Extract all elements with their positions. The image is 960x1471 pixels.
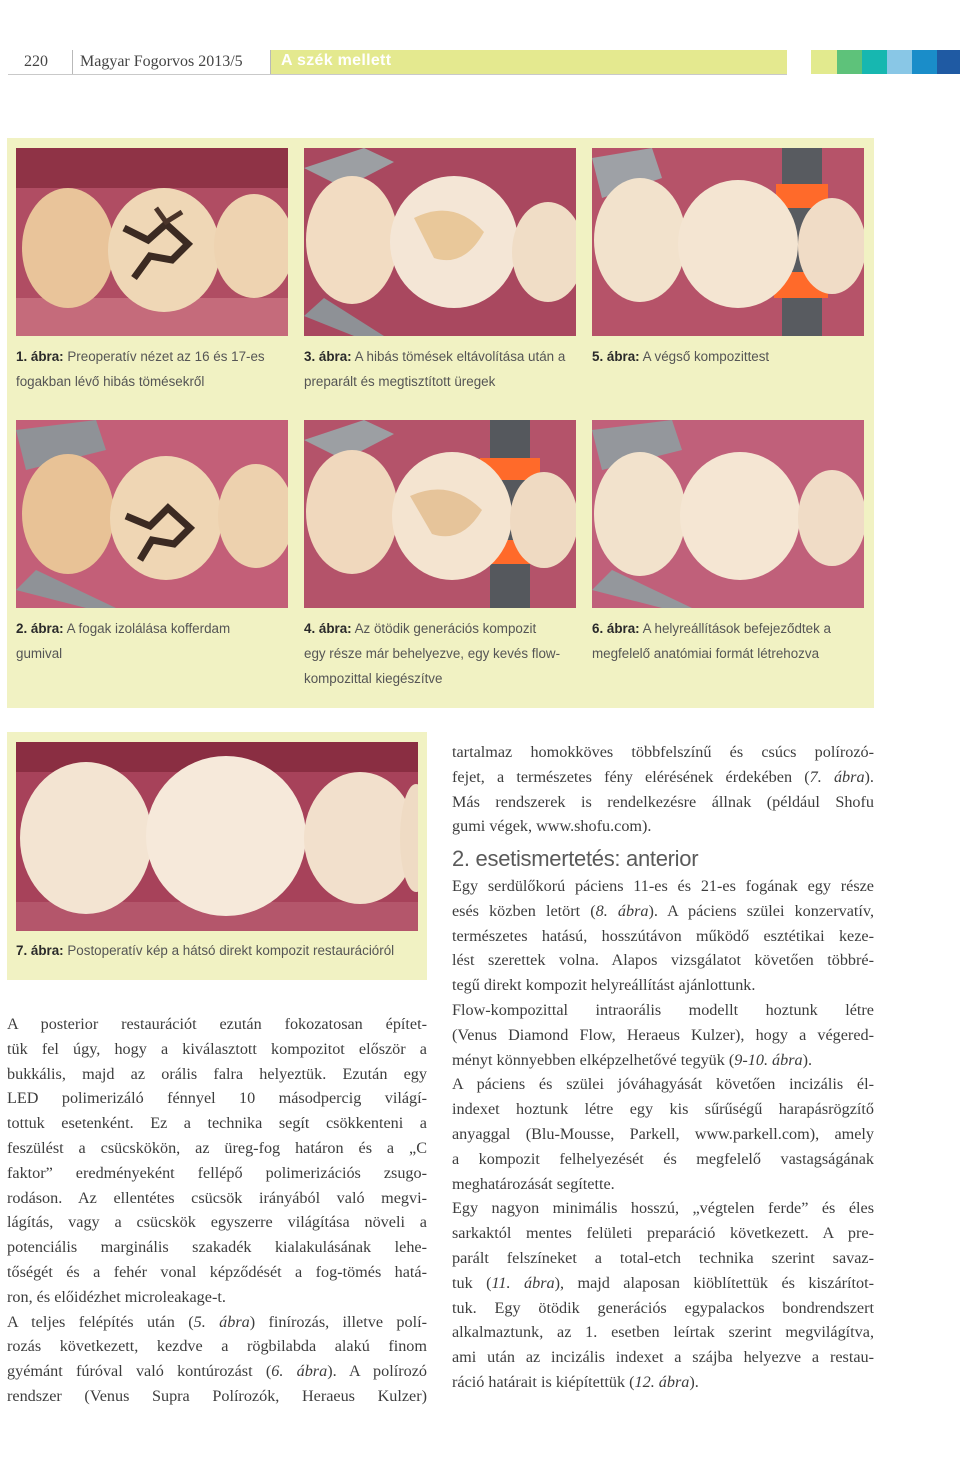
paragraph [7,1012,427,1310]
text-line: tük fel úgy, hogy a kiválasztott kompozitot először a [7,1039,427,1058]
text-line: lágítás, vagy a csücskök egyszerre világítása növeli a [7,1213,427,1232]
paragraph [452,874,874,998]
journal-title: Magyar Fogorvos 2013/5 [80,53,243,70]
text-line: fejet, a természetes fény elérésének érdekében (7. ábra). [452,767,874,786]
caption-line: A fogak izolálása kofferdam [66,621,231,636]
paragraph [452,1196,874,1394]
figure-3-caption [304,344,576,394]
text-line: A páciens és szülei jóváhagyását követően incizális él- [452,1075,874,1094]
figure-label: 2. ábra: [16,621,64,636]
text-line: A teljes felépítés után (5. ábra) finírozás, illetve polí- [7,1312,427,1331]
text-line: LED polimerizáló fénnyel 10 másodpercig világí- [7,1089,427,1108]
caption-line: megfelelő anatómiai formát létrehozva [592,646,820,661]
caption-line: Az ötödik generációs kompozit [354,621,537,636]
text-line: faktor” eredményeként fellépő polimerizációs zsugo- [7,1163,427,1182]
text-line: Flow-kompozittal intraorális modellt hoztunk létre [452,1000,874,1019]
caption-line: egy része már behelyezve, egy kevés flow- [304,646,561,661]
color-swatch [887,50,912,74]
text-line: tuk. Egy ötödik generációs egypalackos bondrendszert [452,1298,874,1317]
color-swatch [912,50,937,74]
figure-6-caption [592,616,864,666]
figure-label: 4. ábra: [304,621,352,636]
paragraph [452,998,874,1072]
figure-1-caption [16,344,288,394]
color-swatch [862,50,887,74]
figure-7-photo [16,742,418,931]
caption-line: Preoperatív nézet az 16 és 17-es [67,349,265,364]
text-line: (Venus Diamond Flow, Heraeus Kulzer), hogy a végered- [452,1025,874,1044]
text-line: indexet hoztunk létre egy kis sűrűségű harapásrögzítő [452,1100,874,1119]
paragraph [452,740,874,839]
text-line: tartalmaz homokköves többfelszínű és csúcs polírozó- [452,743,874,761]
text-line: tőségét és a fehér vonal képződését a fog-tömés hatá- [7,1262,427,1281]
figure-2-caption [16,616,288,666]
section-bar [271,50,787,74]
text-line: Más rendszerek is rendelkezésre állnak (például Shofu [452,792,874,811]
text-line: sarkaktól mentes felületi preparáció következett. A pre- [452,1224,874,1243]
text-line: parált felszíneket a total-etch technika szerint savaz- [452,1248,874,1267]
text-line: alkalmaztunk, az 1. esetben leírtak szerint megvilágítva, [452,1323,874,1342]
text-line: ami után az incizális indexet a szájba helyezve a restau- [452,1348,874,1367]
section-title: A szék mellett [281,52,392,69]
color-swatch [937,50,960,74]
figure-5-caption [592,344,864,369]
caption-line: Postoperatív kép a hátsó direkt kompozit restaurációról [67,943,395,958]
text-line: tegű direkt kompozit helyreállítást ajánlottunk. [452,976,756,995]
text-line: gumi végek, www.shofu.com). [452,817,652,836]
text-line: rodáson. Az ellentétes csücsök irányából való megvi- [7,1188,427,1207]
figure-4-caption [304,616,576,691]
text-line: rozás következett, kezdve a rögbilabda alakú finom [7,1337,427,1356]
text-line: A posterior restaurációt ezután fokozatosan építet- [7,1015,427,1033]
caption-line: A végső kompozittest [642,349,770,364]
text-line: ráció határait is kiépítettük (12. ábra). [452,1372,699,1391]
left-text-column [7,1012,427,1409]
text-line: anyaggal (Blu-Mousse, Parkell, www.parkell.com), amely [452,1124,874,1143]
figure-label: 3. ábra: [304,349,352,364]
page-number: 220 [24,53,48,70]
text-line: tuk (11. ábra), majd alaposan kiöblítettük és kiszárítot- [452,1273,875,1292]
right-text-column [452,740,874,1395]
figure-3-photo [304,148,576,336]
text-line: potenciális marginális szakadék kialakulásának lehe- [7,1238,427,1257]
figure-label: 5. ábra: [592,349,640,364]
figure-label: 7. ábra: [16,943,64,958]
color-swatch [811,50,837,74]
text-line: ményt könnyebben elképzelhetővé tegyük (9-10. ábra). [452,1050,813,1069]
page-header [8,50,960,75]
figure-7-caption [16,938,426,963]
figure-1-photo [16,148,288,336]
text-line: lést szerettek volna. Alapos vizsgálatot követően többré- [452,951,874,970]
caption-line: kompozittal kiegészítve [304,671,443,686]
caption-line: gumival [16,646,63,661]
paragraph [452,1072,874,1196]
caption-line: A hibás tömések eltávolítása után a [354,349,566,364]
text-line: gyémánt fúróval való kontúrozást (6. ábra). A polírozó [7,1362,427,1381]
caption-line: A helyreállítások befejeződtek a [642,621,831,636]
figure-6-photo [592,420,864,608]
figure-label: 1. ábra: [16,349,64,364]
paragraph [7,1310,427,1409]
figure-label: 6. ábra: [592,621,640,636]
figure-4-photo [304,420,576,608]
text-line: ron, és előidézhet microleakage-t. [7,1287,226,1306]
color-swatch [837,50,862,74]
header-rule [8,74,787,75]
header-divider [72,50,73,74]
text-line: Egy serdülőkorú páciens 11-es és 21-es fogának egy része [452,876,874,895]
figure-5-photo [592,148,864,336]
text-line: Egy nagyon minimális hosszú, „végtelen ferde” és éles [452,1199,874,1218]
text-line: tottuk esetenként. Ez a technika segít csökkenteni a [7,1114,427,1133]
text-line: természetes hatású, hosszútávon működő esztétikai keze- [452,926,874,945]
text-line: a kompozit felhelyezését és megfelelő vastagságának [452,1149,874,1168]
caption-line: fogakban lévő hibás tömésekről [16,374,205,389]
text-line: feszülést a csücskökön, az üreg-fog határon és a „C [7,1138,427,1157]
text-line: bukkális, majd az orális falra helyeztük. Ezután egy [7,1064,427,1083]
text-line: meghatározását segítette. [452,1174,615,1193]
section-heading: 2. esetismertetés: anterior [452,846,699,872]
text-line: rendszer (Venus Supra Polírozók, Heraeus Kulzer) [7,1386,427,1405]
text-line: esés közben letört (8. ábra). A páciens szülei konzervatív, [452,901,874,920]
figure-2-photo [16,420,288,608]
caption-line: preparált és megtisztított üregek [304,374,496,389]
